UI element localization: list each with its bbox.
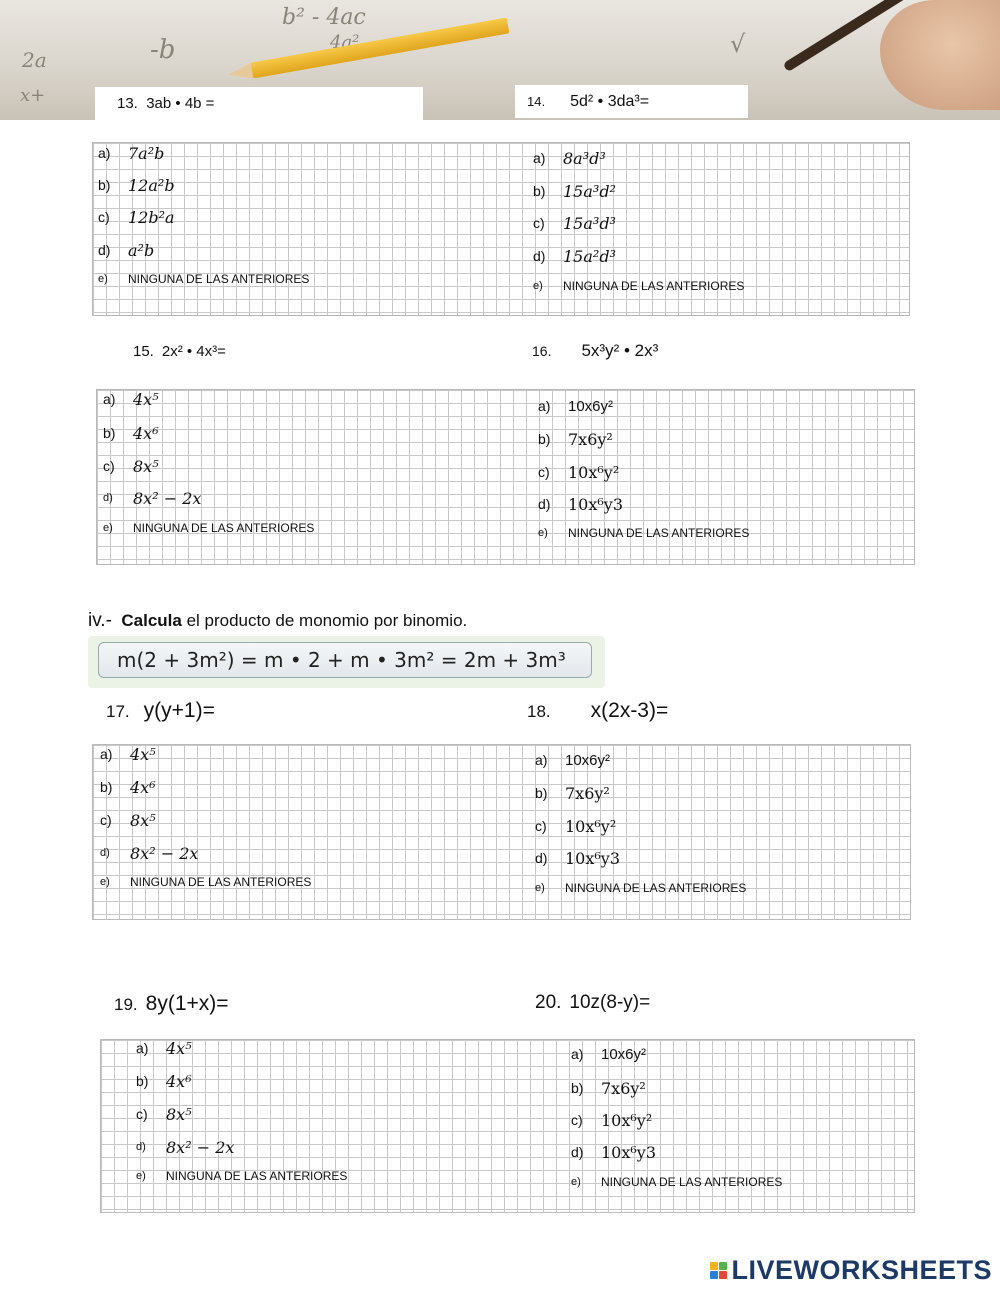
q16-option-a[interactable]: a) 10x6y²: [538, 397, 614, 415]
liveworksheets-logo: [710, 1255, 992, 1286]
q14-option-c[interactable]: c) 15a³d³: [533, 213, 616, 233]
question-15-title: [133, 343, 226, 360]
q18-option-c[interactable]: c) 10x⁶y²: [535, 816, 617, 836]
q15-option-e[interactable]: e) NINGUNA DE LAS ANTERIORES: [103, 521, 315, 535]
q20-option-c[interactable]: c) 10x⁶y²: [571, 1110, 653, 1130]
q18-option-b[interactable]: b) 7x6y²: [535, 783, 610, 803]
q13-option-c[interactable]: c) 12b²a: [98, 207, 175, 227]
hand-image: [880, 0, 1000, 110]
question-number: 13.: [117, 95, 138, 112]
answer-grid: [92, 744, 911, 920]
logo-square: [719, 1271, 727, 1279]
q17-option-d[interactable]: d) 8x² − 2x: [100, 843, 199, 863]
banner-scribble: 4a²: [330, 32, 360, 53]
q17-option-e[interactable]: e) NINGUNA DE LAS ANTERIORES: [100, 875, 312, 889]
question-expression: 2x² • 4x³=: [161, 343, 226, 360]
q19-option-b[interactable]: b) 4x⁶: [136, 1071, 192, 1091]
q20-option-e[interactable]: e) NINGUNA DE LAS ANTERIORES: [571, 1175, 783, 1189]
q14-option-a[interactable]: a) 8a³d³: [533, 148, 606, 168]
q19-option-e[interactable]: e) NINGUNA DE LAS ANTERIORES: [136, 1169, 348, 1183]
q15-option-a[interactable]: a) 4x⁵: [103, 389, 159, 409]
question-expression: 8y(1+x)=: [145, 992, 229, 1015]
q19-option-d[interactable]: d) 8x² − 2x: [136, 1137, 235, 1157]
question-expression: 5d² • 3da³=: [570, 92, 650, 110]
banner-scribble: b² - 4ac: [282, 5, 366, 30]
question-number: 19.: [114, 995, 138, 1014]
q14-option-d[interactable]: d) 15a²d³: [533, 246, 616, 266]
q20-option-d[interactable]: d) 10x⁶y3: [571, 1142, 657, 1162]
section-heading: iv.- Calcula el producto de monomio por binomio.: [88, 610, 468, 631]
q13-option-a[interactable]: a) 7a²b: [98, 143, 165, 163]
question-expression: 5x³y² • 2x³: [581, 341, 659, 360]
question-number: 18.: [527, 702, 551, 721]
q14-option-b[interactable]: b) 15a³d²: [533, 181, 616, 201]
q17-option-a[interactable]: a) 4x⁵: [100, 744, 156, 764]
liveworksheets-logo-icon: [710, 1262, 727, 1279]
q20-option-b[interactable]: b) 7x6y²: [571, 1078, 646, 1098]
q19-option-c[interactable]: c) 8x⁵: [136, 1104, 192, 1124]
banner-scribble: x+: [20, 85, 46, 106]
q15-option-d[interactable]: d) 8x² − 2x: [103, 488, 202, 508]
q15-option-c[interactable]: c) 8x⁵: [103, 456, 159, 476]
question-expression: y(y+1)=: [143, 699, 215, 722]
question-18-title: [527, 699, 668, 723]
question-number: 14.: [527, 94, 546, 109]
question-number: 16.: [532, 343, 552, 359]
q17-option-c[interactable]: c) 8x⁵: [100, 810, 156, 830]
logo-square: [710, 1262, 718, 1270]
q16-option-e[interactable]: e) NINGUNA DE LAS ANTERIORES: [538, 526, 750, 540]
brand-name: LIVEWORKSHEETS: [731, 1255, 992, 1285]
q13-option-b[interactable]: b) 12a²b: [98, 175, 175, 195]
example-formula: [88, 636, 605, 688]
question-expression: x(2x-3)=: [590, 699, 669, 722]
question-expression: 3ab • 4b =: [146, 95, 215, 112]
example-formula-text: m(2 + 3m²) = m • 2 + m • 3m² = 2m + 3m³: [98, 642, 592, 678]
answer-grid: [100, 1039, 915, 1213]
banner-scribble: √: [730, 30, 746, 58]
q19-option-a[interactable]: a) 4x⁵: [136, 1038, 192, 1058]
question-13-title: [95, 87, 423, 120]
banner-scribble: 2a: [22, 48, 47, 72]
logo-square: [719, 1262, 727, 1270]
q18-option-a[interactable]: a) 10x6y²: [535, 751, 611, 769]
q13-option-d[interactable]: d) a²b: [98, 240, 155, 260]
q13-option-e[interactable]: e) NINGUNA DE LAS ANTERIORES: [98, 272, 310, 286]
question-16-title: [532, 341, 658, 361]
question-expression: 10z(8-y)=: [569, 992, 651, 1013]
logo-square: [710, 1271, 718, 1279]
q17-option-b[interactable]: b) 4x⁶: [100, 777, 156, 797]
question-number: 20.: [535, 992, 562, 1013]
q16-option-c[interactable]: c) 10x⁶y²: [538, 462, 620, 482]
question-number: 17.: [106, 702, 130, 721]
q20-option-a[interactable]: a) 10x6y²: [571, 1045, 647, 1063]
q15-option-b[interactable]: b) 4x⁶: [103, 423, 159, 443]
q16-option-d[interactable]: d) 10x⁶y3: [538, 494, 624, 514]
answer-grid: [92, 142, 910, 316]
question-number: 15.: [133, 343, 154, 360]
banner-scribble: -b: [150, 35, 176, 65]
q18-option-e[interactable]: e) NINGUNA DE LAS ANTERIORES: [535, 881, 747, 895]
answer-grid: [96, 389, 915, 565]
question-19-title: [114, 992, 229, 1016]
q18-option-d[interactable]: d) 10x⁶y3: [535, 848, 621, 868]
q16-option-b[interactable]: b) 7x6y²: [538, 429, 613, 449]
question-14-title: [515, 85, 748, 118]
question-17-title: [106, 699, 215, 723]
question-20-title: [535, 992, 650, 1014]
q14-option-e[interactable]: e) NINGUNA DE LAS ANTERIORES: [533, 279, 745, 293]
